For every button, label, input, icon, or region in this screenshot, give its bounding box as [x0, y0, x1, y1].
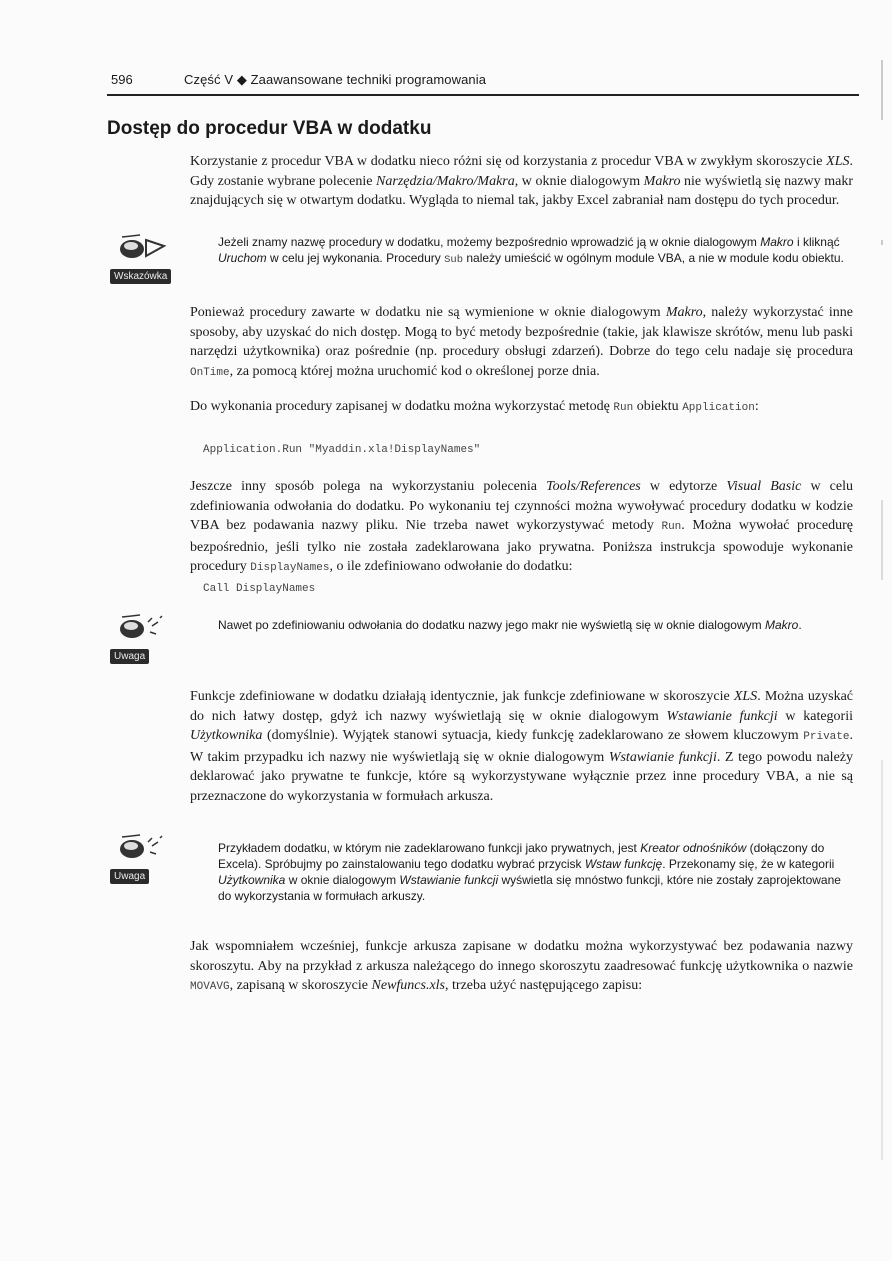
note-label: Uwaga [110, 649, 149, 664]
paragraph-references: Jeszcze inny sposób polega na wykorzystaniu polecenia Tools/References w edytorze Visual Basic w celu zdefiniowania odwołania do dodatku. Po wykonaniu tej czynności można wywoływać procedury dodatku w kodzie VBA bez podawania nazwy pliku. Nie trzeba nawet wykorzystywać metody Run. Można wywołać procedurę bezpośrednio, jeśli tylko nie została zadeklarowana jako prywatna. Poniższa instrukcja spowoduje wykonanie procedury DisplayNames, o ile zdefiniowano odwołanie do dodatku: [190, 479, 853, 574]
paragraph-functions: Funkcje zdefiniowane w dodatku działają identycznie, jak funkcje zdefiniowane w skoroszycie XLS. Można uzyskać do nich łatwy dostęp, gdyż ich nazwy wyświetlają się w oknie dialogowym Wstawianie funkcji w kategorii Użytkownika (domyślnie). Wyjątek stanowi sytuacja, kiedy funkcję zadeklarowano ze słowem kluczowym Private. W takim przypadku ich nazwy nie wyświetlają się w oknie dialogowym Wstawianie funkcji. Z tego powodu należy deklarować jako prywatne te funkcje, które są wykorzystywane wyłącznie przez inne procedury VBA, a nie są przeznaczone do wykorzystania w formułach arkusza. [190, 689, 854, 804]
paragraph-intro: Korzystanie z procedur VBA w dodatku nieco różni się od korzystania z procedur VBA w zwykłym skoroszycie XLS. Gdy zostanie wybrane polecenie Narzędzia/Makro/Makra, w oknie dialogowym Makro nie wyświetlą się nazwy makr znajdujących się w otwartym dodatku. Wygląda to niemal tak, jakby Excel zabraniał nam dostępu do tych procedur. [190, 154, 853, 208]
note-badge [110, 612, 186, 664]
tip-badge [110, 232, 186, 284]
section-title: Dostęp do procedur VBA w dodatku [107, 118, 432, 139]
running-title: Część V ◆ Zaawansowane techniki programowania [184, 72, 487, 87]
note-label: Uwaga [110, 869, 149, 884]
note-text: Nawet po zdefiniowaniu odwołania do dodatku nazwy jego makr nie wyświetlą się w oknie dialogowym Makro. [218, 618, 802, 632]
paragraph-worksheet-functions: Jak wspomniałem wcześniej, funkcje arkusza zapisane w dodatku można wykorzystywać bez podawania nazwy skoroszytu. Aby na przykład z arkusza należącego do innego skoroszytu zaadresować funkcję użytkownika o nazwie MOVAVG, zapisaną w skoroszycie Newfuncs.xls, trzeba użyć następującego zapisu: [190, 939, 853, 993]
tip-label: Wskazówka [110, 269, 171, 284]
paragraph-run-method: Do wykonania procedury zapisanej w dodatku można wykorzystać metodę Run obiektu Application: [190, 399, 759, 414]
note-badge [110, 832, 186, 884]
code-call: Call DisplayNames [203, 583, 316, 595]
code-application-run: Application.Run "Myaddin.xla!DisplayNames" [203, 444, 481, 456]
tip-text: Jeżeli znamy nazwę procedury w dodatku, możemy bezpośrednio wprowadzić ją w oknie dialogowym Makro i kliknąć Uruchom w celu jej wykonania. Procedury Sub należy umieścić w ogólnym module VBA, a nie w module kodu obiektu. [218, 235, 844, 266]
page-number: 596 [111, 72, 133, 87]
note-icon [116, 612, 176, 644]
note-text: Przykładem dodatku, w którym nie zadeklarowano funkcji jako prywatnych, jest Kreator odnośników (dołączony do Excela). Spróbujmy po zainstalowaniu tego dodatku wybrać przycisk Wstaw funkcję. Przekonamy się, że w kategorii Użytkownika w oknie dialogowym Wstawianie funkcji wyświetla się mnóstwo funkcji, które nie zostały zaprojektowane do wykorzystania w formułach arkuszy. [218, 841, 841, 903]
lightbulb-icon [116, 232, 176, 264]
paragraph-access-methods: Ponieważ procedury zawarte w dodatku nie są wymienione w oknie dialogowym Makro, należy wykorzystać inne sposoby, aby uzyskać do nich dostęp. Mogą to być metody bezpośrednie (takie, jak klawisze skrótów, menu lub paski narzędzi użytkownika) oraz pośrednie (np. procedury obsługi zdarzeń). Dobrze do tego celu nadaje się procedura OnTime, za pomocą której można uruchomić kod o określonej porze dnia. [190, 305, 853, 379]
note-icon [116, 832, 176, 864]
page-header [107, 66, 859, 96]
scan-edge [881, 60, 884, 1240]
